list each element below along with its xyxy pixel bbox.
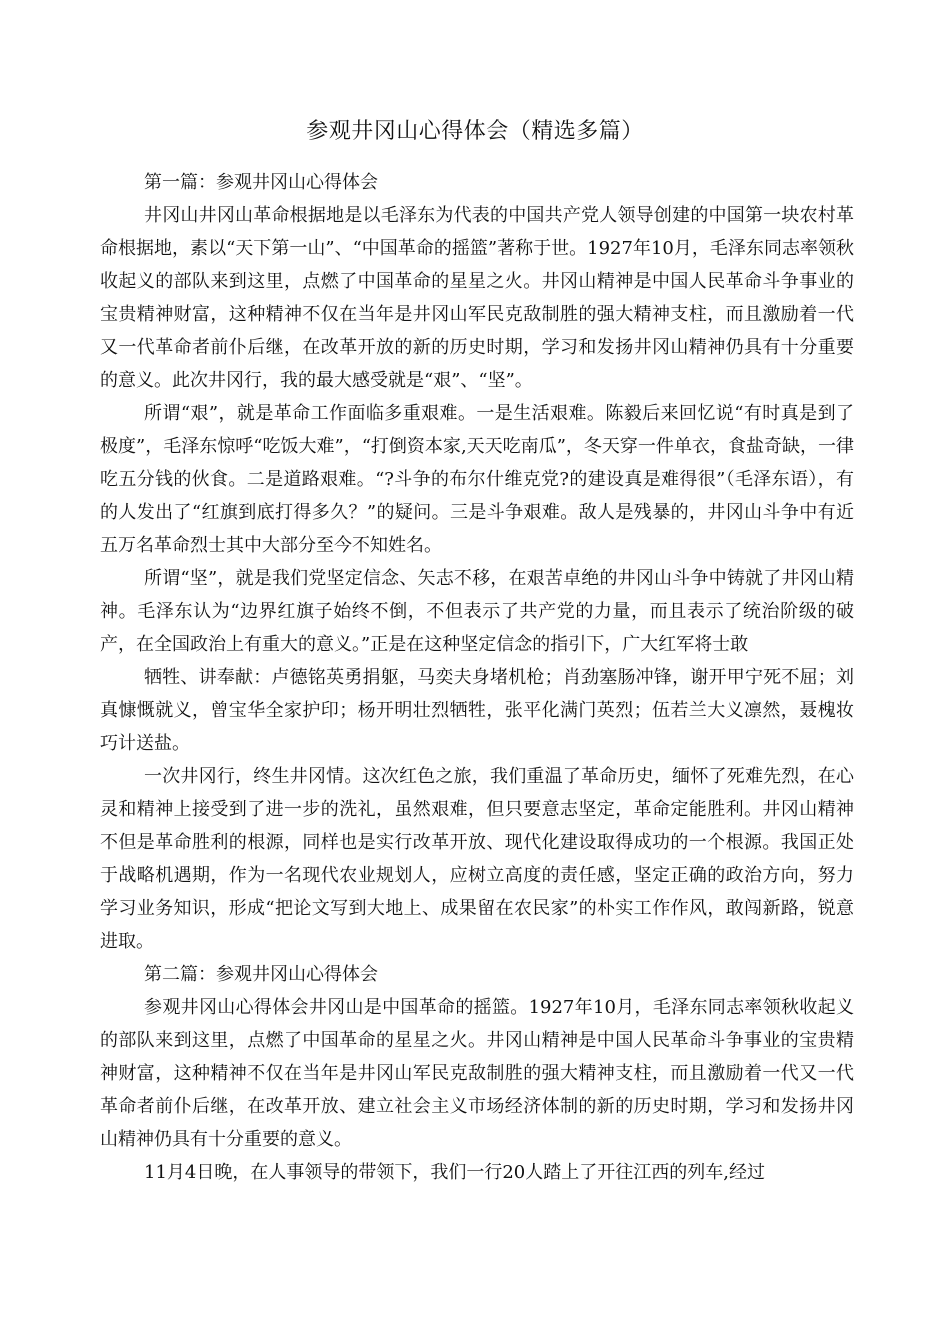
document-title: 参观井冈山心得体会（精选多篇） [306, 119, 644, 144]
paragraph: 井冈山井冈山革命根据地是以毛泽东为代表的中国共产党人领导创建的中国第一块农村革命根据地，素以“天下第一山”、“中国革命的摇篮”著称于世。1927年10月，毛泽东同志率领秋收起义的部队来到这里，点燃了中国革命的星星之火。井冈山精神是中国人民革命斗争事业的宝贵精神财富，这种精神不仅在当年是井冈山军民克敌制胜的强大精神支柱，而且激励着一代又一代革命者前仆后继，在改革开放的新的历史时期，学习和发扬井冈山精神仍具有十分重要的意义。此次井冈行，我的最大感受就是“艰”、“坚”。 [100, 205, 854, 391]
paragraph: 参观井冈山心得体会井冈山是中国革命的摇篮。1927年10月，毛泽东同志率领秋收起义的部队来到这里，点燃了中国革命的星星之火。井冈山精神是中国人民革命斗争事业的宝贵精神财富，这种精神不仅在当年是井冈山军民克敌制胜的强大精神支柱，而且激励着一代又一代革命者前仆后继，在改革开放、建立社会主义市场经济体制的新的历史时期，学习和发扬井冈山精神仍具有十分重要的意义。 [100, 997, 854, 1150]
paragraph: 11月4日晚，在人事领导的带领下，我们一行20人踏上了开往江西的列车,经过 [144, 1162, 765, 1183]
paragraph: 所谓“坚”，就是我们党坚定信念、矢志不移，在艰苦卓绝的井冈山斗争中铸就了井冈山精神。毛泽东认为“边界红旗子始终不倒，不但表示了共产党的力量，而且表示了统治阶级的破产，在全国政治上有重大的意义。”正是在这种坚定信念的指引下，广大红军将士敢 [100, 568, 854, 655]
paragraph: 所谓“艰”，就是革命工作面临多重艰难。一是生活艰难。陈毅后来回忆说“有时真是到了极度”，毛泽东惊呼“吃饭大难”，“打倒资本家,天天吃南瓜”，冬天穿一件单衣，食盐奇缺，一律吃五分钱的伙食。二是道路艰难。“?斗争的布尔什维克党?的建设真是难得很”（毛泽东语），有的人发出了“红旗到底打得多久？”的疑问。三是斗争艰难。敌人是残暴的，井冈山斗争中有近五万名革命烈士其中大部分至今不知姓名。 [100, 403, 854, 556]
paragraph: 牺牲、讲奉献：卢德铭英勇捐躯，马奕夫身堵机枪；肖劲塞肠冲锋，谢开甲宁死不屈；刘真慷慨就义，曾宝华全家护印；杨开明壮烈牺牲，张平化满门英烈；伍若兰大义凛然，聂槐妆巧计送盐。 [100, 667, 854, 754]
document-body [100, 166, 854, 1189]
section-heading: 第二篇：参观井冈山心得体会 [144, 964, 378, 985]
section-heading: 第一篇：参观井冈山心得体会 [144, 172, 378, 193]
paragraph: 一次井冈行，终生井冈情。这次红色之旅，我们重温了革命历史，缅怀了死难先烈，在心灵和精神上接受到了进一步的洗礼，虽然艰难，但只要意志坚定，革命定能胜利。井冈山精神不但是革命胜利的根源，同样也是实行改革开放、现代化建设取得成功的一个根源。我国正处于战略机遇期，作为一名现代农业规划人，应树立高度的责任感，坚定正确的政治方向，努力学习业务知识，形成“把论文写到大地上、成果留在农民家”的朴实工作作风，敢闯新路，锐意进取。 [100, 766, 854, 952]
